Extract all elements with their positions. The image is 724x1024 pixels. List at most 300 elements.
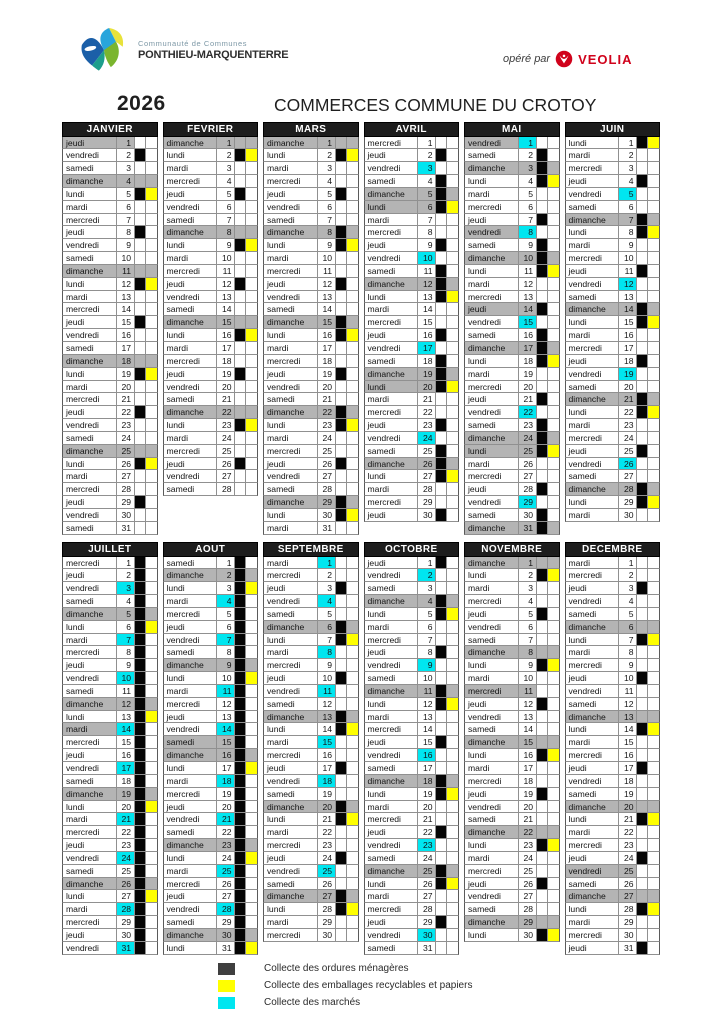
day-row xyxy=(263,381,359,394)
day-name-cell: jeudi xyxy=(566,762,620,774)
day-number-cell: 2 xyxy=(418,569,436,581)
day-name-cell: lundi xyxy=(164,672,218,684)
marker-emballages-cell xyxy=(648,595,659,607)
marker-emballages-cell xyxy=(347,406,358,418)
marker-emballages-cell xyxy=(146,368,157,380)
day-name-cell: vendredi xyxy=(264,201,318,213)
day-row xyxy=(62,852,158,865)
marker-emballages-cell xyxy=(447,557,458,569)
marker-ordures-cell xyxy=(436,929,447,941)
day-row xyxy=(565,903,661,916)
marker-emballages-cell xyxy=(648,509,659,521)
day-number-cell: 28 xyxy=(418,483,436,495)
day-row xyxy=(565,698,661,711)
day-name-cell: vendredi xyxy=(63,762,117,774)
day-row xyxy=(364,496,460,509)
day-number-cell: 25 xyxy=(217,445,235,457)
day-name-cell: dimanche xyxy=(566,890,620,902)
day-number-cell: 17 xyxy=(619,762,637,774)
marker-emballages-cell xyxy=(447,445,458,457)
marker-emballages-cell xyxy=(146,595,157,607)
month-header: MARS xyxy=(263,122,359,137)
day-name-cell: vendredi xyxy=(465,226,519,238)
month-fevrier xyxy=(163,122,259,535)
day-row xyxy=(565,226,661,239)
marker-emballages-cell xyxy=(548,929,559,941)
day-row xyxy=(464,406,560,419)
day-name-cell: jeudi xyxy=(63,659,117,671)
day-name-cell: lundi xyxy=(164,942,218,954)
marker-ordures-cell xyxy=(235,621,246,633)
day-row xyxy=(364,646,460,659)
marker-emballages-cell xyxy=(548,595,559,607)
day-number-cell: 19 xyxy=(117,788,135,800)
marker-emballages-cell xyxy=(548,252,559,264)
day-number-cell: 15 xyxy=(619,736,637,748)
marker-emballages-cell xyxy=(347,775,358,787)
marker-emballages-cell xyxy=(347,149,358,161)
marker-ordures-cell xyxy=(537,672,548,684)
marker-ordures-cell xyxy=(637,496,648,508)
marker-ordures-cell xyxy=(436,736,447,748)
day-name-cell: dimanche xyxy=(63,175,117,187)
marker-ordures-cell xyxy=(537,329,548,341)
marker-emballages-cell xyxy=(548,903,559,915)
day-number-cell: 29 xyxy=(619,496,637,508)
day-number-cell: 17 xyxy=(318,342,336,354)
day-row xyxy=(565,368,661,381)
day-name-cell: jeudi xyxy=(566,852,620,864)
marker-emballages-cell xyxy=(246,762,257,774)
day-row xyxy=(163,569,259,582)
day-number-cell: 10 xyxy=(619,672,637,684)
day-number-cell: 28 xyxy=(318,483,336,495)
calendar-months-jul-dec xyxy=(62,542,660,955)
day-row xyxy=(565,265,661,278)
marker-emballages-cell xyxy=(548,162,559,174)
marker-ordures-cell xyxy=(135,865,146,877)
day-number-cell: 15 xyxy=(318,736,336,748)
day-number-cell: 2 xyxy=(217,569,235,581)
marker-ordures-cell xyxy=(537,813,548,825)
marker-ordures-cell xyxy=(637,582,648,594)
marker-emballages-cell xyxy=(447,762,458,774)
day-number-cell: 17 xyxy=(418,342,436,354)
day-name-cell: dimanche xyxy=(63,788,117,800)
day-row xyxy=(62,226,158,239)
day-number-cell: 17 xyxy=(619,342,637,354)
day-row xyxy=(464,929,560,942)
marker-ordures-cell xyxy=(235,368,246,380)
day-number-cell: 27 xyxy=(318,890,336,902)
marker-ordures-cell xyxy=(235,303,246,315)
marker-ordures-cell xyxy=(436,826,447,838)
day-number-cell: 29 xyxy=(318,496,336,508)
community-logo-line1: Communauté de Communes xyxy=(138,39,248,49)
day-number-cell: 19 xyxy=(418,788,436,800)
day-name-cell: mardi xyxy=(566,239,620,251)
day-number-cell: 1 xyxy=(318,557,336,569)
day-name-cell: jeudi xyxy=(63,929,117,941)
day-row xyxy=(464,865,560,878)
day-number-cell: 24 xyxy=(418,432,436,444)
day-number-cell: 17 xyxy=(117,342,135,354)
marker-ordures-cell xyxy=(436,265,447,277)
day-row xyxy=(62,595,158,608)
day-name-cell: jeudi xyxy=(365,646,419,658)
day-name-cell: vendredi xyxy=(365,432,419,444)
marker-emballages-cell xyxy=(648,839,659,851)
marker-ordures-cell xyxy=(235,749,246,761)
marker-emballages-cell xyxy=(648,916,659,928)
day-row xyxy=(263,483,359,496)
day-number-cell: 26 xyxy=(418,878,436,890)
day-number-cell: 15 xyxy=(418,316,436,328)
day-name-cell: vendredi xyxy=(164,903,218,915)
marker-emballages-cell xyxy=(548,483,559,495)
day-number-cell: 8 xyxy=(117,226,135,238)
day-row xyxy=(565,801,661,814)
marker-ordures-cell xyxy=(537,445,548,457)
day-number-cell: 20 xyxy=(418,801,436,813)
day-row xyxy=(464,582,560,595)
day-name-cell: mercredi xyxy=(566,839,620,851)
marker-emballages-cell xyxy=(648,723,659,735)
marker-emballages-cell xyxy=(347,432,358,444)
day-number-cell: 30 xyxy=(318,509,336,521)
day-row xyxy=(364,621,460,634)
day-name-cell: mardi xyxy=(365,483,419,495)
day-number-cell: 5 xyxy=(619,188,637,200)
marker-ordures-cell xyxy=(436,916,447,928)
legend-swatch-marches-icon xyxy=(218,997,235,1009)
marker-emballages-cell xyxy=(146,522,157,534)
day-name-cell: lundi xyxy=(365,470,419,482)
day-number-cell: 29 xyxy=(117,496,135,508)
day-name-cell: mercredi xyxy=(164,175,218,187)
marker-emballages-cell xyxy=(648,801,659,813)
marker-emballages-cell xyxy=(648,569,659,581)
day-number-cell: 30 xyxy=(418,929,436,941)
day-name-cell: dimanche xyxy=(365,595,419,607)
marker-ordures-cell xyxy=(637,278,648,290)
day-number-cell: 9 xyxy=(217,659,235,671)
marker-ordures-cell xyxy=(637,736,648,748)
marker-ordures-cell xyxy=(235,432,246,444)
marker-emballages-cell xyxy=(648,381,659,393)
day-row xyxy=(263,775,359,788)
marker-ordures-cell xyxy=(637,316,648,328)
day-row xyxy=(163,582,259,595)
marker-emballages-cell xyxy=(246,890,257,902)
marker-ordures-cell xyxy=(235,291,246,303)
day-row xyxy=(263,149,359,162)
day-name-cell: samedi xyxy=(164,646,218,658)
day-number-cell: 8 xyxy=(318,646,336,658)
marker-emballages-cell xyxy=(648,175,659,187)
month-header: MAI xyxy=(464,122,560,137)
day-name-cell: vendredi xyxy=(465,801,519,813)
marker-emballages-cell xyxy=(146,137,157,149)
day-row xyxy=(263,569,359,582)
month-janvier xyxy=(62,122,158,535)
day-number-cell: 27 xyxy=(117,470,135,482)
day-number-cell: 28 xyxy=(619,483,637,495)
marker-ordures-cell xyxy=(235,201,246,213)
marker-emballages-cell xyxy=(146,890,157,902)
day-row xyxy=(263,470,359,483)
day-name-cell: samedi xyxy=(164,916,218,928)
marker-ordures-cell xyxy=(537,381,548,393)
marker-ordures-cell xyxy=(135,316,146,328)
day-name-cell: lundi xyxy=(164,419,218,431)
day-number-cell: 17 xyxy=(117,762,135,774)
marker-emballages-cell xyxy=(146,646,157,658)
marker-emballages-cell xyxy=(548,813,559,825)
marker-ordures-cell xyxy=(135,483,146,495)
day-row xyxy=(464,595,560,608)
legend-swatch-ordures-icon xyxy=(218,963,235,975)
day-number-cell: 17 xyxy=(318,762,336,774)
day-row xyxy=(464,788,560,801)
day-name-cell: dimanche xyxy=(365,278,419,290)
day-name-cell: vendredi xyxy=(264,685,318,697)
day-number-cell: 4 xyxy=(318,175,336,187)
marker-ordures-cell xyxy=(235,445,246,457)
day-name-cell: mercredi xyxy=(566,252,620,264)
marker-ordures-cell xyxy=(537,826,548,838)
marker-ordures-cell xyxy=(235,711,246,723)
marker-emballages-cell xyxy=(246,483,257,495)
day-number-cell: 4 xyxy=(117,175,135,187)
day-row xyxy=(464,278,560,291)
day-number-cell: 3 xyxy=(418,582,436,594)
day-number-cell: 6 xyxy=(519,621,537,633)
day-row xyxy=(62,445,158,458)
day-row xyxy=(565,393,661,406)
day-name-cell: jeudi xyxy=(365,916,419,928)
day-row xyxy=(464,201,560,214)
day-number-cell: 15 xyxy=(217,316,235,328)
legend-label-ordures: Collecte des ordures ménagères xyxy=(264,963,409,974)
day-number-cell: 9 xyxy=(418,659,436,671)
marker-emballages-cell xyxy=(246,865,257,877)
day-number-cell: 27 xyxy=(418,890,436,902)
day-row xyxy=(163,762,259,775)
day-name-cell: mardi xyxy=(365,890,419,902)
day-row xyxy=(565,406,661,419)
day-number-cell: 31 xyxy=(519,522,537,534)
day-row xyxy=(364,483,460,496)
day-name-cell: mardi xyxy=(264,916,318,928)
day-name-cell: mercredi xyxy=(264,659,318,671)
day-name-cell: vendredi xyxy=(566,458,620,470)
marker-ordures-cell xyxy=(637,303,648,315)
calendar-months-jan-jun xyxy=(62,122,660,535)
day-row xyxy=(62,137,158,150)
day-row xyxy=(565,509,661,522)
day-number-cell: 14 xyxy=(217,723,235,735)
day-name-cell: vendredi xyxy=(63,582,117,594)
day-row xyxy=(62,162,158,175)
marker-emballages-cell xyxy=(146,496,157,508)
day-row xyxy=(565,685,661,698)
day-number-cell: 12 xyxy=(318,698,336,710)
day-row xyxy=(263,788,359,801)
day-name-cell: jeudi xyxy=(164,890,218,902)
day-row xyxy=(565,634,661,647)
day-number-cell: 5 xyxy=(418,188,436,200)
day-row xyxy=(464,188,560,201)
day-name-cell: lundi xyxy=(63,711,117,723)
marker-ordures-cell xyxy=(537,685,548,697)
marker-ordures-cell xyxy=(235,698,246,710)
marker-ordures-cell xyxy=(336,557,347,569)
marker-ordures-cell xyxy=(436,865,447,877)
day-row xyxy=(364,432,460,445)
day-number-cell: 20 xyxy=(117,801,135,813)
day-name-cell: jeudi xyxy=(566,672,620,684)
day-name-cell: jeudi xyxy=(365,736,419,748)
day-name-cell: mercredi xyxy=(566,432,620,444)
day-row xyxy=(364,865,460,878)
day-row xyxy=(62,252,158,265)
day-name-cell: lundi xyxy=(566,137,620,149)
day-number-cell: 6 xyxy=(217,201,235,213)
day-row xyxy=(565,381,661,394)
day-name-cell: mardi xyxy=(264,826,318,838)
day-number-cell: 15 xyxy=(619,316,637,328)
day-row xyxy=(464,226,560,239)
marker-ordures-cell xyxy=(436,672,447,684)
marker-emballages-cell xyxy=(447,659,458,671)
marker-emballages-cell xyxy=(648,445,659,457)
day-number-cell: 26 xyxy=(117,458,135,470)
marker-ordures-cell xyxy=(436,368,447,380)
day-name-cell: mardi xyxy=(63,381,117,393)
marker-ordures-cell xyxy=(235,929,246,941)
marker-emballages-cell xyxy=(447,419,458,431)
marker-emballages-cell xyxy=(146,381,157,393)
marker-emballages-cell xyxy=(146,698,157,710)
marker-ordures-cell xyxy=(637,137,648,149)
day-row xyxy=(464,329,560,342)
day-name-cell: mercredi xyxy=(365,813,419,825)
marker-emballages-cell xyxy=(146,903,157,915)
day-number-cell: 14 xyxy=(519,303,537,315)
day-number-cell: 21 xyxy=(217,393,235,405)
day-number-cell: 23 xyxy=(519,839,537,851)
marker-ordures-cell xyxy=(436,458,447,470)
day-number-cell: 19 xyxy=(418,368,436,380)
day-number-cell: 13 xyxy=(619,711,637,723)
day-name-cell: mercredi xyxy=(264,749,318,761)
marker-emballages-cell xyxy=(146,942,157,954)
day-row xyxy=(163,659,259,672)
marker-ordures-cell xyxy=(135,749,146,761)
day-row xyxy=(565,329,661,342)
day-number-cell: 6 xyxy=(619,621,637,633)
day-name-cell: mardi xyxy=(63,903,117,915)
day-name-cell: jeudi xyxy=(63,569,117,581)
marker-emballages-cell xyxy=(548,137,559,149)
marker-emballages-cell xyxy=(146,291,157,303)
day-name-cell: vendredi xyxy=(365,252,419,264)
day-number-cell: 25 xyxy=(418,445,436,457)
day-name-cell: dimanche xyxy=(566,393,620,405)
marker-ordures-cell xyxy=(135,942,146,954)
day-name-cell: dimanche xyxy=(465,252,519,264)
month-juillet xyxy=(62,542,158,955)
day-row xyxy=(364,569,460,582)
day-row xyxy=(364,916,460,929)
day-number-cell: 12 xyxy=(619,278,637,290)
day-name-cell: mercredi xyxy=(465,595,519,607)
marker-ordures-cell xyxy=(336,711,347,723)
marker-ordures-cell xyxy=(336,432,347,444)
day-number-cell: 17 xyxy=(217,762,235,774)
day-name-cell: samedi xyxy=(465,419,519,431)
marker-emballages-cell xyxy=(648,329,659,341)
day-row xyxy=(62,201,158,214)
day-number-cell: 9 xyxy=(217,239,235,251)
day-number-cell: 5 xyxy=(619,608,637,620)
day-number-cell: 2 xyxy=(318,149,336,161)
day-row xyxy=(263,291,359,304)
marker-ordures-cell xyxy=(235,557,246,569)
marker-emballages-cell xyxy=(548,801,559,813)
marker-emballages-cell xyxy=(648,890,659,902)
day-row xyxy=(62,188,158,201)
day-name-cell: mardi xyxy=(264,342,318,354)
marker-emballages-cell xyxy=(146,826,157,838)
marker-ordures-cell xyxy=(637,432,648,444)
day-row xyxy=(464,685,560,698)
day-row xyxy=(163,801,259,814)
day-row xyxy=(163,303,259,316)
marker-ordures-cell xyxy=(336,903,347,915)
marker-ordures-cell xyxy=(537,582,548,594)
day-name-cell: samedi xyxy=(63,865,117,877)
day-name-cell: mardi xyxy=(164,342,218,354)
marker-ordures-cell xyxy=(436,698,447,710)
day-number-cell: 20 xyxy=(619,801,637,813)
day-number-cell: 8 xyxy=(519,646,537,658)
day-name-cell: jeudi xyxy=(566,175,620,187)
day-name-cell: lundi xyxy=(63,801,117,813)
marker-emballages-cell xyxy=(246,749,257,761)
day-number-cell: 21 xyxy=(217,813,235,825)
day-name-cell: jeudi xyxy=(365,149,419,161)
marker-ordures-cell xyxy=(135,801,146,813)
day-number-cell: 14 xyxy=(318,303,336,315)
marker-emballages-cell xyxy=(648,736,659,748)
marker-ordures-cell xyxy=(436,582,447,594)
day-name-cell: vendredi xyxy=(566,775,620,787)
marker-emballages-cell xyxy=(548,711,559,723)
marker-emballages-cell xyxy=(447,839,458,851)
marker-emballages-cell xyxy=(146,788,157,800)
day-name-cell: lundi xyxy=(164,762,218,774)
marker-ordures-cell xyxy=(537,496,548,508)
day-name-cell: lundi xyxy=(264,419,318,431)
marker-ordures-cell xyxy=(637,634,648,646)
day-name-cell: samedi xyxy=(365,445,419,457)
marker-ordures-cell xyxy=(637,813,648,825)
day-row xyxy=(62,214,158,227)
marker-emballages-cell xyxy=(447,188,458,200)
day-row xyxy=(464,878,560,891)
